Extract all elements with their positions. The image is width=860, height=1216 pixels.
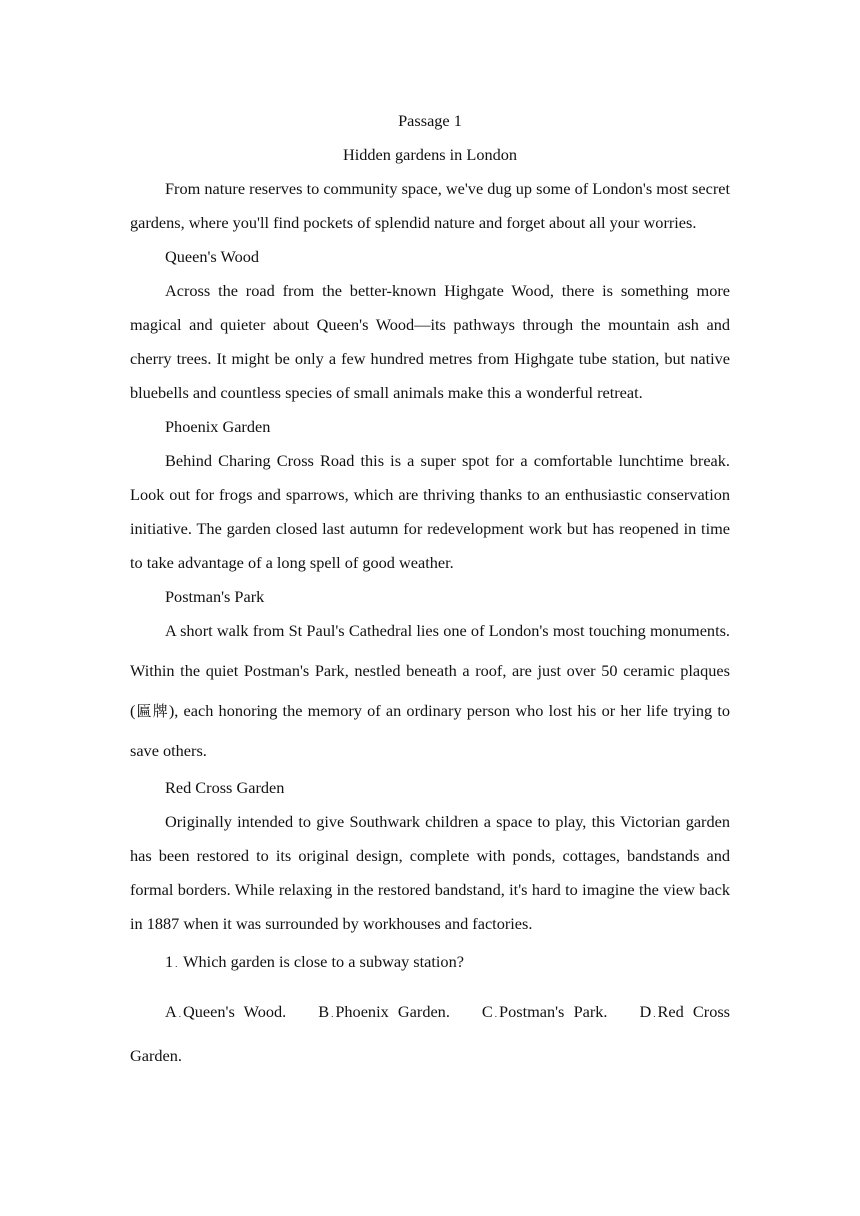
chinese-gloss: 匾牌 [135,702,169,720]
option-b-dot: . [331,1009,334,1019]
option-d-dot: . [653,1009,656,1019]
intro-paragraph: From nature reserves to community space, we've dug up some of London's most secret gardens, where you'll find pockets of splendid nature and forget about all your worries. [130,179,730,232]
option-a-dot: . [178,1009,182,1019]
passage-title: Hidden gardens in London [342,145,518,164]
section-heading-phoenix-garden: Phoenix Garden [165,417,271,436]
postmans-park-text-before: A short walk from St Paul's Cathedral lies one of London's most touching monuments. Within the quiet Postman's Park, nestled beneath a roof, are just over 50 ceramic plaques ( [130,621,730,720]
section-text-queens-wood: Across the road from the better-known Highgate Wood, there is something more magical and quieter about Queen's Wood—its pathways through the mountain ash and cherry trees. It might be only a few hundred metres from Highgate tube station, but native bluebells and countless species of small animals make this a wonderful retreat. [130,281,730,402]
question-number: 1 [165,952,174,971]
question-number-dot: . [175,959,178,969]
option-b-text: Phoenix Garden. [335,1002,450,1021]
option-a[interactable] [165,1002,286,1021]
option-d-text: Red Cross Garden. [130,1002,731,1065]
section-text-postmans-park [130,611,730,771]
postmans-park-text-after: ), each honoring the memory of an ordinary person who lost his or her life trying to save others. [130,701,730,760]
section-heading-queens-wood: Queen's Wood [165,247,260,266]
question-1 [130,945,730,981]
option-c-text: Postman's Park. [499,1002,608,1021]
option-b[interactable] [318,1002,450,1021]
document-page [130,104,730,1076]
section-heading-red-cross-garden: Red Cross Garden [165,778,285,797]
option-a-text: Queen's Wood. [183,1002,287,1021]
option-b-letter: B [318,1002,330,1021]
option-c-letter: C [481,1002,493,1021]
section-heading-postmans-park: Postman's Park [165,587,265,606]
answer-options [130,991,730,1076]
option-d-letter: D [639,1002,652,1021]
question-text: Which garden is close to a subway station? [183,952,464,971]
section-text-red-cross-garden: Originally intended to give Southwark children a space to play, this Victorian garden has been restored to its original design, complete with ponds, cottages, bandstands and formal borders. While relaxing in the restored bandstand, it's hard to imagine the view back in 1887 when it was surrounded by workhouses and factories. [130,812,730,933]
option-c-dot: . [494,1009,498,1019]
option-a-letter: A [165,1002,177,1021]
passage-label: Passage 1 [398,111,462,130]
section-text-phoenix-garden: Behind Charing Cross Road this is a super spot for a comfortable lunchtime break. Look out for frogs and sparrows, which are thriving thanks to an enthusiastic conservation initiative. The garden closed last autumn for redevelopment work but has reopened in time to take advantage of a long spell of good weather. [130,451,730,572]
option-c[interactable] [482,1002,608,1021]
